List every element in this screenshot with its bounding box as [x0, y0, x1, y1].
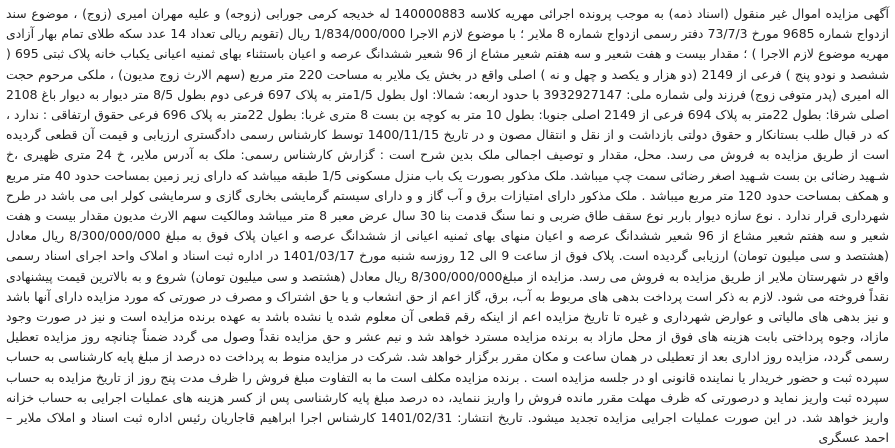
auction-notice-text: آگهی مزایده اموال غیر منقول (اسناد ذمه) به موجب پرونده اجرائی مهریه کلاسه 140000883 له خدیجه کرمی جورابی (زوجه) و علیه مهران امیری (زوج) ، موضوع سند ازدواج شماره 9685 مورخ 73/7/3 دفتر رسمی ازدواج شماره 8 ملایر ؛ با موضوع لازم الاجرا 1/834/000/000 ریال (تقویم ریالی تعداد 14 عدد سکه طلای تمام بهار آزادی مهریه موضوع لازم الاجرا ) ؛ مقدار بیست و هفت شعیر و سه هفتم شعیر مشاع از 96 شعیر ششدانگ عرصه و اعیان باستثناء بهای ثمنیه اعیانی یکباب خانه پلاک ثبتی 695 ( ششصد و نودو پنج ) فرعی از 2149 (دو هزار و یکصد و چهل و نه ) اصلی واقع در بخش یک ملایر به مساحت 220 متر مربع (سهم الارث زوج مدیون) ، ملکی مرحوم حجت اله امیری (پدر متوفی زوج) فرزند ولی شماره ملی: 3932927147 با حدود اربعه: شمالا: اول بطول 1/5متر به پلاک 697 فرعی دوم بطول 8/5 متر دیوار به دیوار باغ 2108 اصلی شرقا: بطول 22متر به پلاک 694 فرعی از 2149 اصلی جنوبا: بطول 10 متر به کوچه بن بست 8 متری غربا: بطول 22متر به پلاک 696 فرعی حقوق ارتفاقی : ندارد ، که در قبال طلب بستانکار و حقوق دولتی بازداشت و از نقل و انتقال مصون و در تاریخ 1400/11/15 توسط کارشناس رسمی دادگستری ارزیابی و قیمت آن قطعی گردیده است از طریق مزایده به فروش می رسد. محل، مقدار و توصیف اجمالی ملک بدین شرح است : گزارش کارشناس رسمی: ملک به آدرس ملایر، خ 24 متری ظهیری ،خ شـهید رضائی بن بست شـهید اصغر رضائی سمت چپ میباشد. ملک مذکور بصورت یک باب منزل مسکونی 1/5 طبقه میباشد که دارای زیر زمین بمساحت حدود 40 متر مربع و همکف بمساحت حدود 120 متر مربع میباشد . ملک مذکور دارای امتیازات برق و آب گاز و و دارای سیستم گرمایشی بخاری گازی و سرمایشی کولر ابی می باشد در طرح شهرداری قرار ندارد . نوع سازه دیوار باربر نوع سقف طاق ضربی و نما سنگ قدمت بنا 30 سال عرض معبر 8 متر میباشد ومالکیت سهم الارث مدیون مقدار بیست و هفت شعیر و سه هفتم شعیر مشاع از 96 شعیر ششدانگ عرصه و اعیان منهای بهای ثمنیه اعیانی از ششدانگ عرصه و اعیان پلاک فوق به مبلغ 8/300/000/000 ریال معادل (هشتصد و سی میلیون تومان) ارزیابی گردیده است. پلاک فوق از ساعت 9 الی 12 روزسه شنبه مورخ 1401/03/17 در اداره ثبت اسناد و املاک واحد اجرای اسناد رسمی واقع در شهرستان ملایر از طریق مزایده به فروش می رسد. مزایده از مبلغ8/300/000/000 ریال معادل (هشتصد و سی میلیون تومان) شروع و به بالاترین قیمت پیشنهادی نقداً فروخته می شود. لازم به ذکر است پرداخت بدهی های مربوط به آب، برق، گاز اعم از حق انشعاب و یا حق اشتراک و مصرف در صورتی که مورد مزایده دارای آنها باشد و نیز بدهی های مالیاتی و عوارض شهرداری و غیره تا تاریخ مزایده اعم از اینکه رقم قطعی آن معلوم شده یا نشده باشد به عهده برنده مزایده است و نیز در صورت وجود مازاد، وجوه پرداختی بابت هزینه های فوق از محل مازاد به برنده مزایده مسترد خواهد شد و نیم عشر و حق مزایده نقداً وصول می گردد ضمناً چنانچه روز مزایده تعطیل رسمی گردد، مزایده روز اداری بعد از تعطیلی در همان ساعت و مکان مقرر برگزار خواهد شد. شرکت در مزایده منوط به پرداخت ده درصد از مبلغ پایه کارشناسی به حساب سپرده ثبت و حضور خریدار یا نماینده قانونی او در جلسه مزایده است . برنده مزایده مکلف است ما به التفاوت مبلغ فروش را ظرف مدت پنج روز از تاریخ مزایده به حساب سپرده ثبت واریز نماید و درصورتی که ظرف مهلت مقرر مانده فروش را واریز ننماید، ده درصد مبلغ پایه کارشناسی پس از کسر هزینه های عملیات اجرایی به حساب خزانه واریز خواهد شد. در این صورت عملیات اجرایی مزایده تجدید میشود. تاریخ انتشار: 1401/02/31 کارشناس اجرا ابراهیم قاجاریان رئیس اداره ثبت اسناد و املاک ملایر – احمد عسگری	[6, 6, 890, 446]
